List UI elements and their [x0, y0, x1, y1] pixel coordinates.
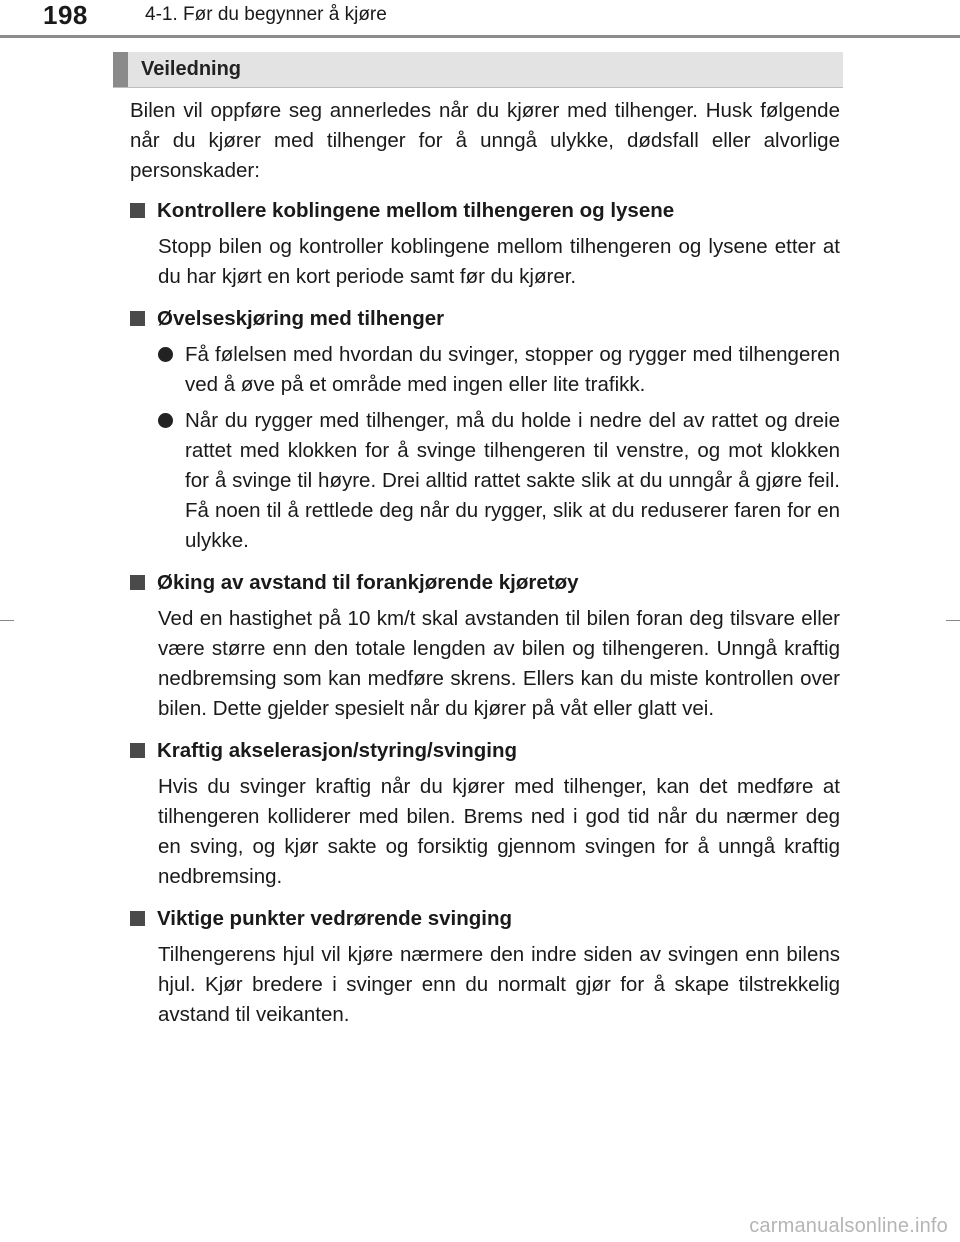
chapter-title: 4-1. Før du begynner å kjøre — [145, 4, 387, 25]
bullet-list — [158, 340, 840, 556]
bullet-text: Når du rygger med tilhenger, må du holde i nedre del av rattet og dreie rattet med klokken for å svinge tilhengeren til venstre, og mot klokken for å svinge til høyre. Drei alltid rattet sakte slik at du unngår å gjøre feil. Få noen til å rettlede deg når du rygger, slik at du reduserer faren for en ulykke. — [185, 409, 840, 552]
page-number: 198 — [43, 0, 88, 30]
topic-practice — [130, 304, 840, 556]
topic-heading-text: Øking av avstand til forankjørende kjøretøy — [157, 571, 579, 594]
list-item — [158, 340, 840, 400]
square-bullet-icon — [130, 311, 145, 326]
list-item — [158, 406, 840, 556]
topic-heading — [130, 736, 840, 766]
intro-paragraph: Bilen vil oppføre seg annerledes når du kjører med tilhenger. Husk følgende når du kjører med tilhenger for å unngå ulykke, dødsfall eller alvorlige personskader: — [130, 99, 840, 182]
topic-body: Ved en hastighet på 10 km/t skal avstanden til bilen foran deg tilsvare eller være større enn den totale lengden av bilen og tilhengeren. Unngå kraftig nedbremsing som kan medføre skrens. Ellers kan du miste kontrollen over bilen. Dette gjelder spesielt når du kjører på våt eller glatt vei. — [158, 607, 840, 720]
topic-coupling — [130, 196, 840, 292]
section-header — [113, 52, 843, 88]
round-bullet-icon — [158, 413, 173, 428]
watermark: carmanualsonline.info — [749, 1215, 948, 1237]
topic-heading — [130, 568, 840, 598]
topic-distance — [130, 568, 840, 724]
section-title: Veiledning — [141, 58, 242, 80]
bullet-text: Få følelsen med hvordan du svinger, stopper og rygger med tilhengeren ved å øve på et område med ingen eller lite trafikk. — [185, 343, 840, 396]
square-bullet-icon — [130, 203, 145, 218]
topic-heading — [130, 196, 840, 226]
square-bullet-icon — [130, 743, 145, 758]
content — [130, 96, 840, 1042]
topic-heading-text: Øvelseskjøring med tilhenger — [157, 307, 445, 330]
topic-heading-text: Viktige punkter vedrørende svinging — [157, 907, 513, 930]
round-bullet-icon — [158, 347, 173, 362]
topic-turning — [130, 904, 840, 1030]
square-bullet-icon — [130, 911, 145, 926]
topic-heading — [130, 904, 840, 934]
crop-mark-right — [946, 620, 960, 621]
topic-heading-text: Kontrollere koblingene mellom tilhengeren og lysene — [157, 199, 675, 222]
topic-body: Stopp bilen og kontroller koblingene mellom tilhengeren og lysene etter at du har kjørt en kort periode samt før du kjører. — [158, 235, 840, 288]
header-rule — [0, 35, 960, 38]
topic-heading — [130, 304, 840, 334]
topic-acceleration — [130, 736, 840, 892]
topic-body: Tilhengerens hjul vil kjøre nærmere den indre siden av svingen enn bilens hjul. Kjør bredere i svinger enn du normalt gjør for å skape tilstrekkelig avstand til veikanten. — [158, 943, 840, 1026]
section-bar — [113, 52, 128, 87]
topic-heading-text: Kraftig akselerasjon/styring/svinging — [157, 739, 517, 762]
square-bullet-icon — [130, 575, 145, 590]
topic-body: Hvis du svinger kraftig når du kjører med tilhenger, kan det medføre at tilhengeren kolliderer med bilen. Brems ned i god tid når du nærmer deg en sving, og kjør sakte og forsiktig gjennom svingen for å unngå kraftig nedbremsing. — [158, 775, 840, 888]
crop-mark-left — [0, 620, 14, 621]
